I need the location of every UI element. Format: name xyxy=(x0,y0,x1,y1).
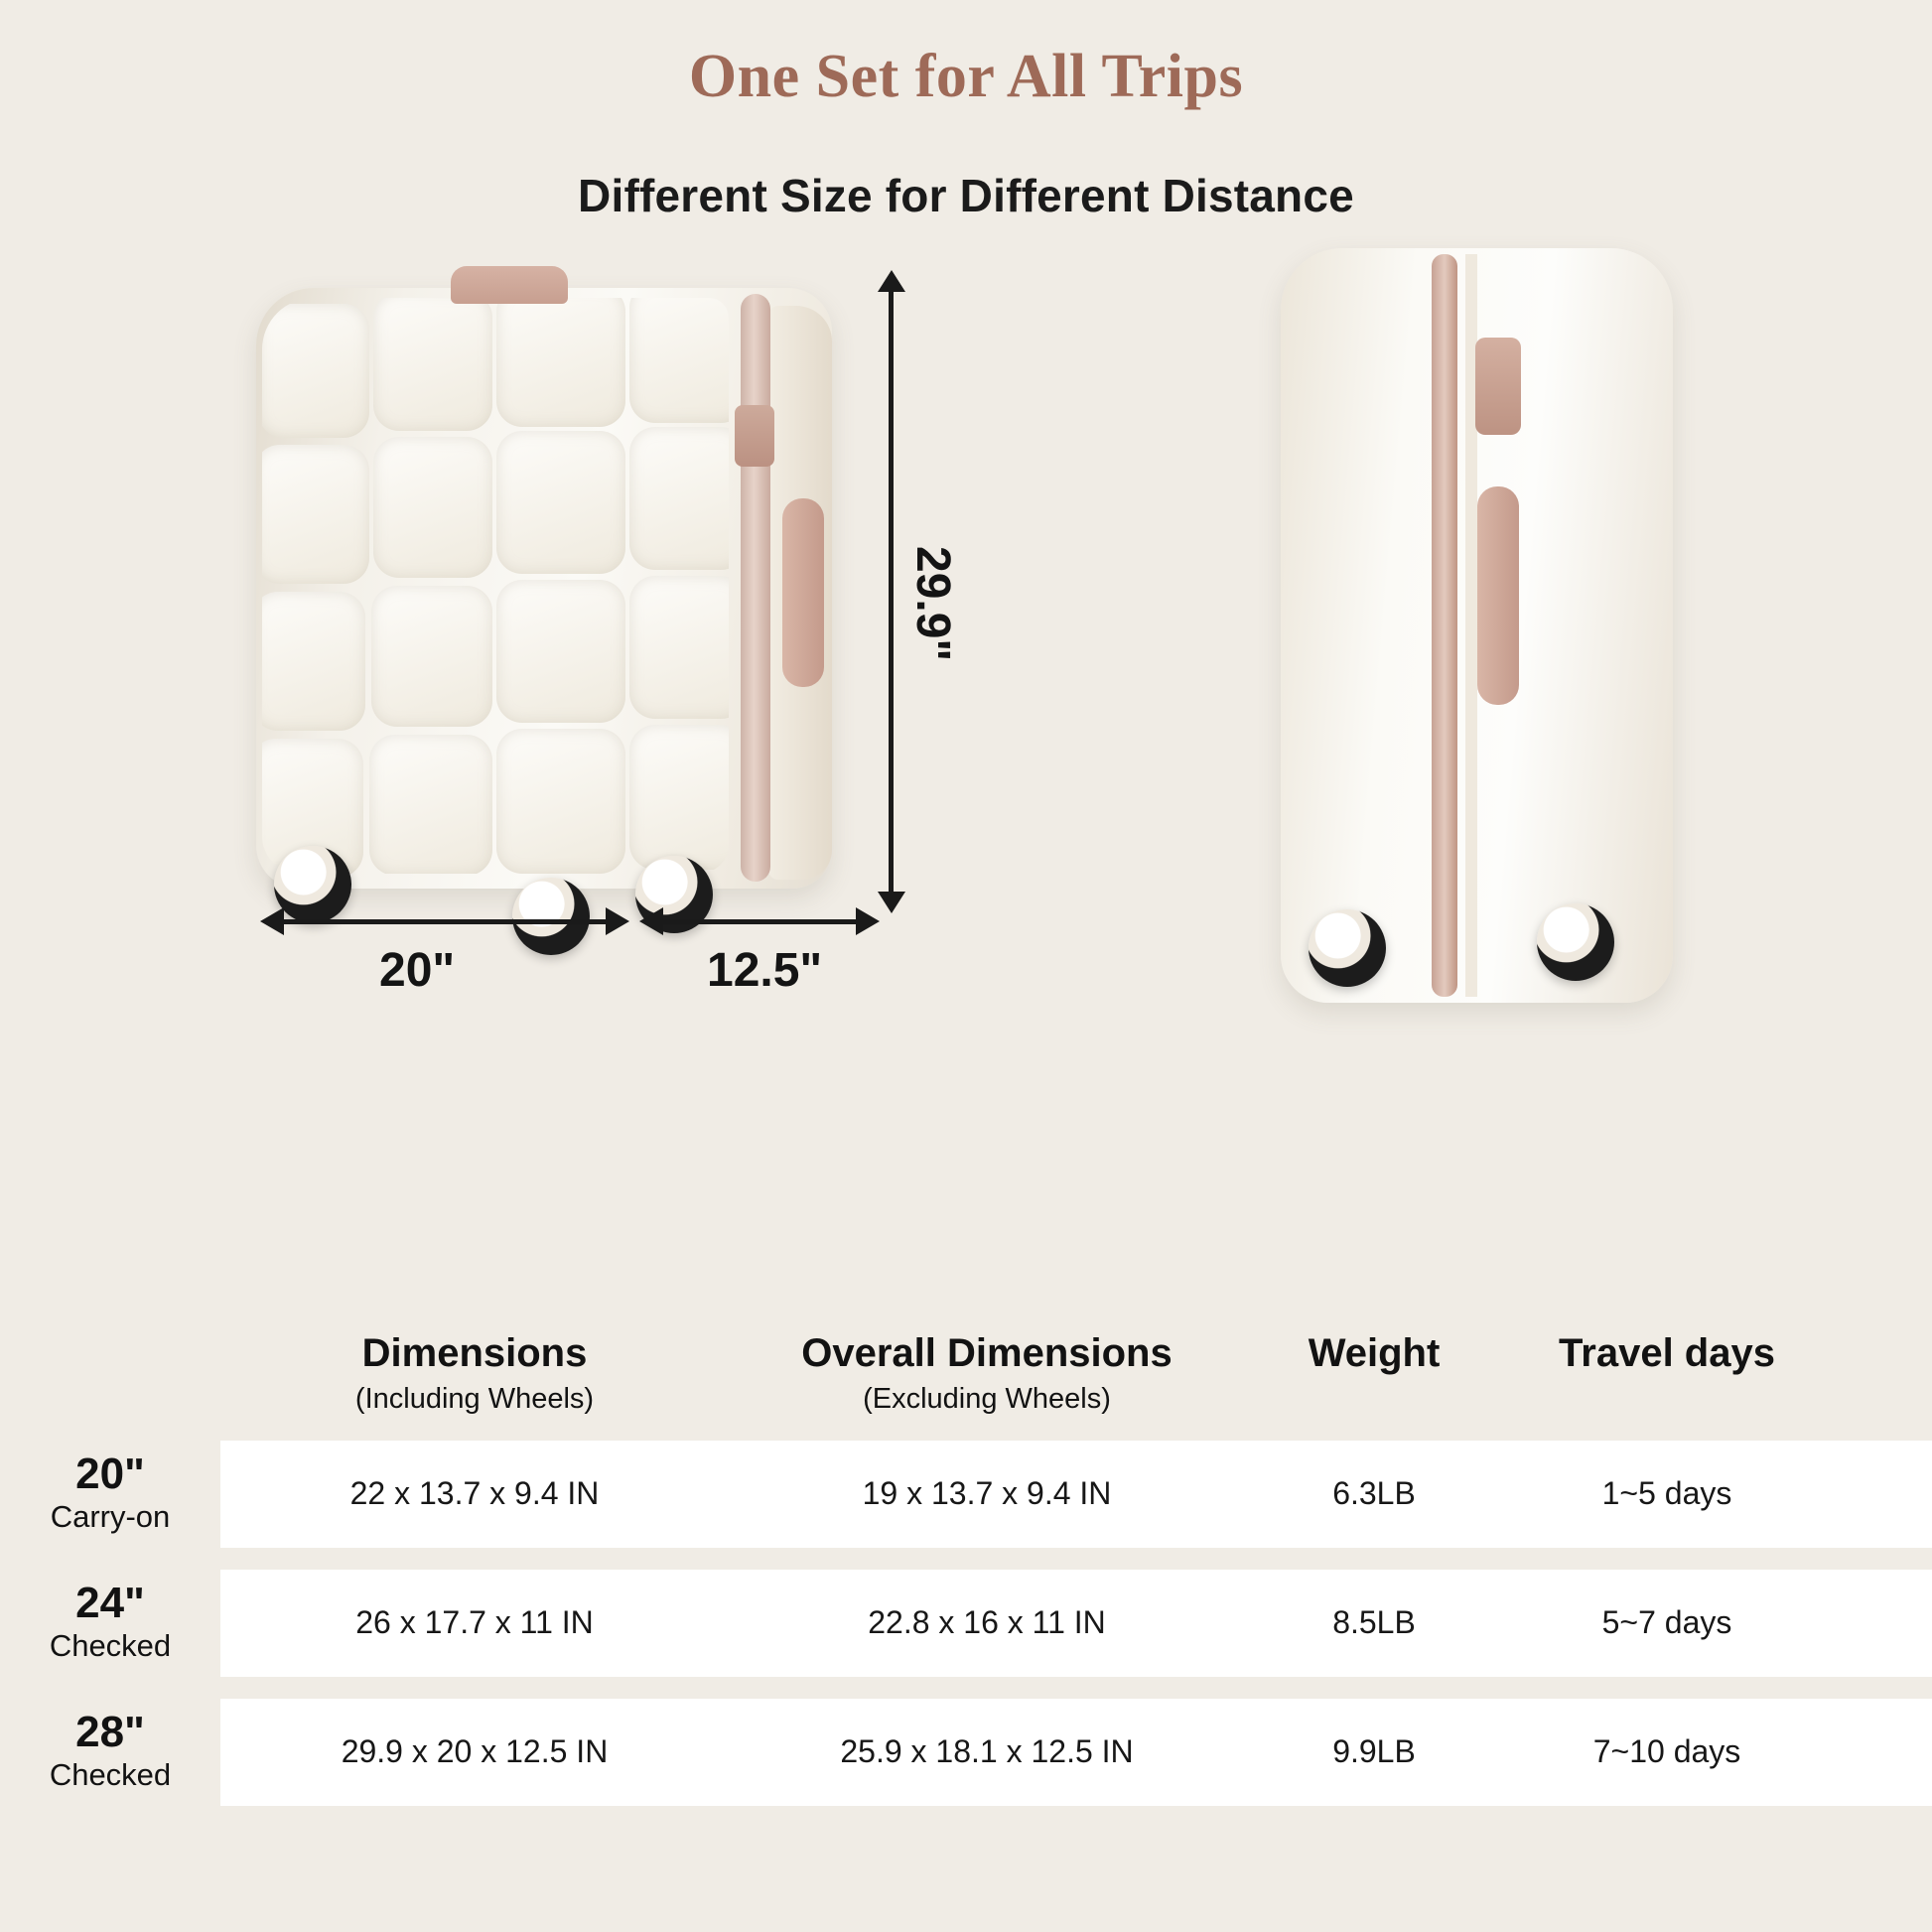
height-dimension-label: 29.9" xyxy=(906,546,959,662)
cell-travel-days: 1~5 days xyxy=(1601,1475,1732,1512)
cell-weight: 9.9LB xyxy=(1332,1733,1416,1770)
table-row xyxy=(0,1699,1932,1806)
suitcase-zipper xyxy=(741,294,770,882)
suitcase-zipper xyxy=(1432,254,1457,997)
row-label-24: 24" Checked xyxy=(49,1579,172,1663)
cell-travel-days: 7~10 days xyxy=(1592,1733,1741,1770)
cell-dimensions: 22 x 13.7 x 9.4 IN xyxy=(349,1475,600,1512)
cell-dimensions: 29.9 x 20 x 12.5 IN xyxy=(341,1733,609,1770)
width-dimension-label: 20" xyxy=(379,944,456,997)
table-row-cells xyxy=(220,1570,1932,1677)
suitcase-wheel xyxy=(1537,903,1614,981)
quilted-panel xyxy=(262,298,729,874)
table-row xyxy=(0,1570,1932,1677)
table-row-cells xyxy=(220,1699,1932,1806)
depth-dimension-label: 12.5" xyxy=(707,944,823,997)
table-row-cells xyxy=(220,1441,1932,1548)
table-header-row xyxy=(0,1330,1932,1419)
cell-weight: 6.3LB xyxy=(1332,1475,1416,1512)
suitcase-wheel xyxy=(274,846,351,923)
cell-travel-days: 5~7 days xyxy=(1601,1604,1732,1641)
cell-dimensions: 26 x 17.7 x 11 IN xyxy=(355,1604,594,1641)
specification-table xyxy=(0,1330,1932,1806)
suitcase-side-view xyxy=(1281,248,1673,1003)
cell-weight: 8.5LB xyxy=(1332,1604,1416,1641)
column-header-overall-dimensions: Overall Dimensions (Excluding Wheels) xyxy=(801,1331,1173,1416)
column-header-dimensions: Dimensions (Including Wheels) xyxy=(354,1331,595,1416)
cell-overall: 19 x 13.7 x 9.4 IN xyxy=(862,1475,1112,1512)
suitcase-front-view xyxy=(256,288,832,889)
suitcase-wheel xyxy=(1309,909,1386,987)
table-row xyxy=(0,1441,1932,1548)
row-label-20: 20" Carry-on xyxy=(50,1449,171,1534)
suitcase-lock xyxy=(735,405,774,467)
suitcase-wheel xyxy=(512,878,590,955)
suitcase-top-handle xyxy=(451,266,568,304)
product-illustration xyxy=(0,248,1932,1052)
suitcase-side-handle xyxy=(782,498,824,687)
cell-overall: 25.9 x 18.1 x 12.5 IN xyxy=(840,1733,1134,1770)
suitcase-lock xyxy=(1475,338,1521,435)
row-label-28: 28" Checked xyxy=(49,1708,172,1792)
page-subtitle: Different Size for Different Distance xyxy=(578,170,1354,221)
column-header-travel-days: Travel days xyxy=(1559,1331,1775,1375)
column-header-weight: Weight xyxy=(1308,1331,1441,1375)
suitcase-side-handle xyxy=(1477,486,1519,705)
page-title: One Set for All Trips xyxy=(688,43,1244,110)
cell-overall: 22.8 x 16 x 11 IN xyxy=(868,1604,1106,1641)
